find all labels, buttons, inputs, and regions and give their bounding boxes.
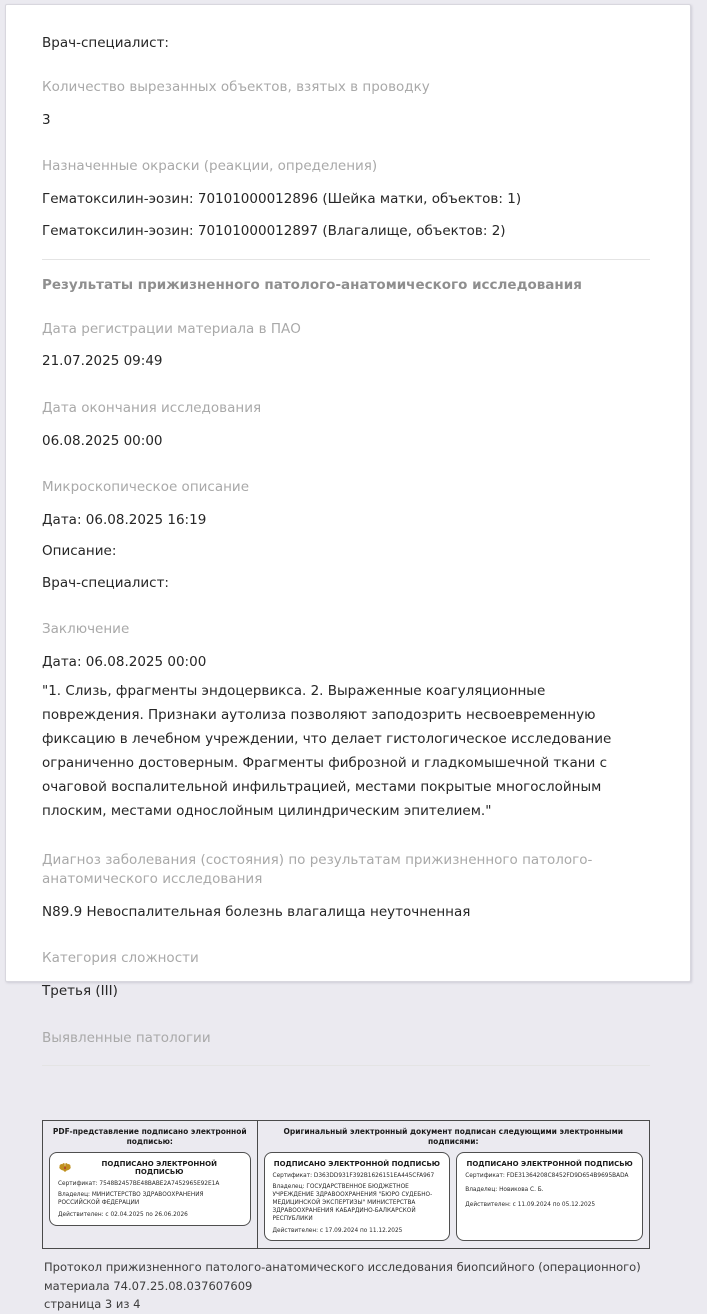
conclusion-date: Дата: 06.08.2025 00:00 xyxy=(42,653,207,670)
pathologies-label: Выявленные патологии xyxy=(42,1029,211,1046)
complexity-label: Категория сложности xyxy=(42,950,199,967)
cut-objects-value: 3 xyxy=(42,111,51,128)
stamp-owner: Владелец: ГОСУДАРСТВЕННОЕ БЮДЖЕТНОЕ УЧРЕЖДЕНИЕ ЗДРАВООХРАНЕНИЯ "БЮРО СУДЕБНО-МЕДИЦИНСКОЙ ЭКСПЕРТИЗЫ" МИНИСТЕРСТВА ЗДРАВООХРАНЕНИЯ КАБАРДИНО-БАЛКАРСКОЙ РЕСПУБЛИКИ xyxy=(272,1184,433,1222)
conclusion-label: Заключение xyxy=(42,621,130,638)
original-signature-cell xyxy=(258,1121,649,1248)
stamp-title-row xyxy=(58,1160,242,1176)
stamp-validity: Действителен: с 11.09.2024 по 05.12.2025 xyxy=(465,1202,596,1209)
signature-table xyxy=(42,1120,650,1249)
footer-line-1: Протокол прижизненного патолого-анатомического исследования биопсийного (операционного) материала 74.07.25.08.037607609 xyxy=(44,1260,641,1293)
microscopic-label: Микроскопическое описание xyxy=(42,479,250,496)
diagnosis-label: Диагноз заболевания (состояния) по результатам прижизненного патолого-анатомического исследования xyxy=(42,851,593,888)
diagnosis-value: N89.9 Невоспалительная болезнь влагалища неуточненная xyxy=(42,903,471,920)
stain-item: Гематоксилин-эозин: 70101000012897 (Влагалище, объектов: 2) xyxy=(42,223,506,240)
russia-coat-of-arms-icon xyxy=(58,1162,72,1174)
stamp-title: ПОДПИСАНО ЭЛЕКТРОННОЙ ПОДПИСЬЮ xyxy=(466,1159,633,1168)
results-section-title: Результаты прижизненного патолого-анатомического исследования xyxy=(42,276,582,293)
stain-item: Гематоксилин-эозин: 70101000012896 (Шейка матки, объектов: 1) xyxy=(42,190,522,207)
section-divider xyxy=(42,259,650,260)
stamp-title: ПОДПИСАНО ЭЛЕКТРОННОЙ ПОДПИСЬЮ xyxy=(101,1159,217,1176)
complexity-value: Третья (III) xyxy=(42,983,118,1000)
stamp-certificate: Сертификат: FDE31364208C8452FD9D654B9695BADA xyxy=(465,1172,629,1179)
doctor-specialist-line: Врач-специалист: xyxy=(42,35,169,51)
signature-stamp xyxy=(456,1152,643,1242)
stamp-owner: Владелец: Новикова С. Б. xyxy=(465,1187,544,1194)
microscopic-date: Дата: 06.08.2025 16:19 xyxy=(42,511,207,528)
signature-stamp xyxy=(264,1152,451,1242)
footer-line-2: страница 3 из 4 xyxy=(44,1297,141,1312)
stamp-certificate: Сертификат: 7548B2457BE48BABE2A7452965E92E1A xyxy=(58,1180,220,1187)
registration-date-value: 21.07.2025 09:49 xyxy=(42,353,163,370)
stamp-title-row xyxy=(465,1160,634,1168)
stamp-title-row xyxy=(273,1160,442,1168)
registration-date-label: Дата регистрации материала в ПАО xyxy=(42,320,301,337)
stamp-owner: Владелец: МИНИСТЕРСТВО ЗДРАВООХРАНЕНИЯ РОССИЙСКОЙ ФЕДЕРАЦИИ xyxy=(58,1192,204,1207)
stamp-title: ПОДПИСАНО ЭЛЕКТРОННОЙ ПОДПИСЬЮ xyxy=(273,1159,441,1168)
microscopic-doctor: Врач-специалист: xyxy=(42,574,169,591)
stamp-validity: Действителен: с 17.09.2024 по 11.12.2025 xyxy=(272,1227,403,1234)
protocol-footer xyxy=(44,1258,650,1313)
bottom-divider xyxy=(42,1065,650,1066)
stains-label: Назначенные окраски (реакции, определения) xyxy=(42,158,378,175)
pdf-signature-header: PDF-представление подписано электронной подписью: xyxy=(52,1127,247,1146)
end-date-value: 06.08.2025 00:00 xyxy=(42,432,163,449)
original-signature-header: Оригинальный электронный документ подписан следующими электронными подписями: xyxy=(283,1127,623,1146)
pdf-signature-cell xyxy=(43,1121,258,1248)
cut-objects-label: Количество вырезанных объектов, взятых в проводку xyxy=(42,79,430,95)
microscopic-description: Описание: xyxy=(42,543,117,560)
signature-stamp xyxy=(49,1152,251,1226)
end-date-label: Дата окончания исследования xyxy=(42,399,262,416)
conclusion-text: "1. Слизь, фрагменты эндоцервикса. 2. Выраженные коагуляционные повреждения. Признаки аутолиза позволяют заподозрить несвоевременную фиксацию в лечебном учреждении, что делает гистологическое исследование ограниченно достоверным. Фрагменты фиброзной и гладкомышечной ткани с очаговой воспалительной инфильтрацией, местами покрытые многослойным плоским, местами однослойным цилиндрическим эпителием." xyxy=(42,683,612,819)
stamp-row xyxy=(264,1152,643,1242)
stamp-certificate: Сертификат: D363DD931F392B1626151EA445CFA967 xyxy=(272,1172,435,1179)
document-page xyxy=(5,4,691,1312)
stamp-validity: Действителен: с 02.04.2025 по 26.06.2026 xyxy=(58,1212,188,1219)
